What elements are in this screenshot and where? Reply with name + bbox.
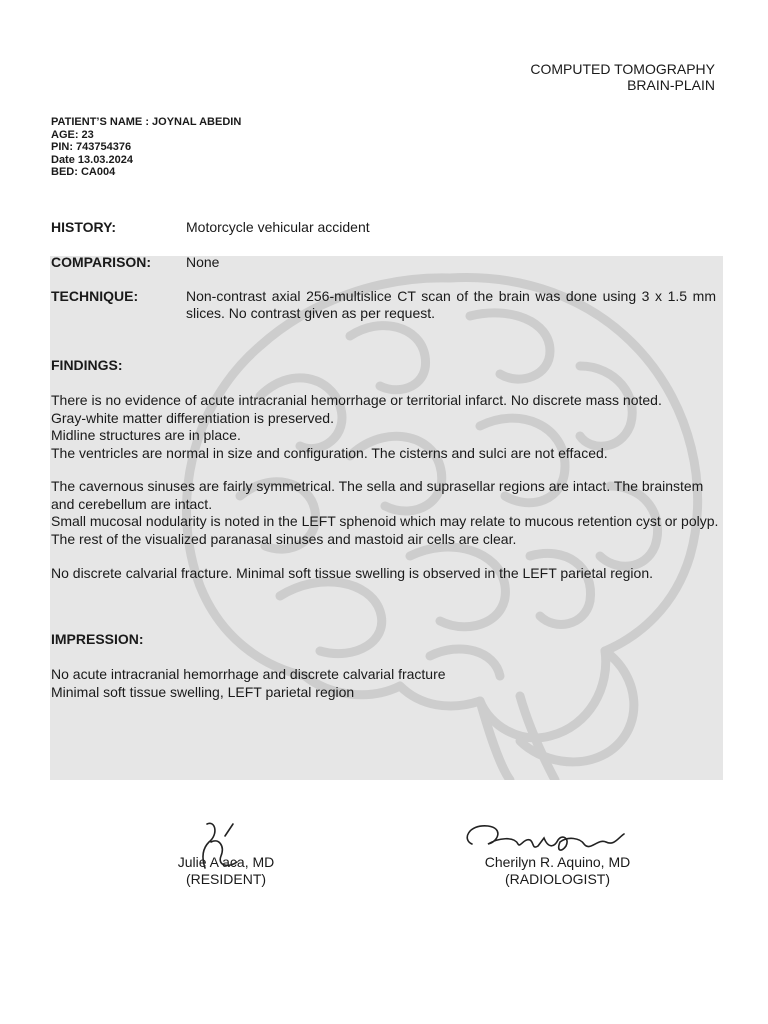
patient-age: AGE: 23 [51,128,94,141]
comparison-label: COMPARISON: [51,254,152,270]
radiologist-role: (RADIOLOGIST) [504,871,610,887]
findings-line: No discrete calvarial fracture. Minimal soft tissue swelling is observed in the LEFT parietal region. [51,565,653,581]
signature-icon [458,818,633,858]
comparison-value: None [186,254,220,270]
impression-line: Minimal soft tissue swelling, LEFT parietal region [51,683,355,700]
findings-paragraph-2 [51,478,721,548]
technique-row [51,288,716,322]
findings-line: Small mucosal nodularity is noted in the LEFT sphenoid which may relate to mucous retention cyst or polyp. [51,513,719,529]
findings-line: Midline structures are in place. [51,427,241,443]
report-title-line1: COMPUTED TOMOGRAPHY [530,61,715,77]
report-title [530,61,715,93]
report-title-line2: BRAIN-PLAIN [627,77,715,93]
report-date: Date 13.03.2024 [51,153,133,166]
radiologist-name: Cherilyn R. Aquino, MD [484,854,631,870]
findings-paragraph-1 [51,392,721,462]
resident-name: Julie A aca, MD [177,854,275,870]
patient-pin: PIN: 743754376 [51,141,132,153]
patient-name: PATIENT’S NAME : JOYNAL ABEDIN [51,116,242,128]
findings-line: The cavernous sinuses are fairly symmetrical. The sella and suprasellar regions are intact. The brainstem [51,478,704,494]
impression-paragraph [51,666,721,701]
technique-label: TECHNIQUE: [51,288,139,304]
findings-line: There is no evidence of acute intracranial hemorrhage or territorial infarct. No discrete mass noted. [51,392,662,408]
findings-line: The rest of the visualized paranasal sinuses and mastoid air cells are clear. [51,530,517,547]
findings-line: and cerebellum are intact. [51,495,213,512]
technique-value: Non-contrast axial 256-multislice CT scan of the brain was done using 3 x 1.5 mm slices. No contrast given as per request. [186,288,716,321]
patient-info [51,116,241,179]
history-value: Motorcycle vehicular accident [186,219,370,235]
resident-role: (RESIDENT) [185,871,267,887]
findings-paragraph-3 [51,565,721,583]
impression-line: No acute intracranial hemorrhage and discrete calvarial fracture [51,666,446,682]
impression-heading: IMPRESSION: [51,631,144,647]
resident-signature-block [140,854,312,888]
history-row [51,219,716,236]
signature-icon [185,816,265,876]
history-label: HISTORY: [51,219,117,235]
comparison-row [51,254,716,271]
patient-bed: BED: CA004 [51,166,116,178]
findings-heading: FINDINGS: [51,357,123,373]
radiologist-signature-block [470,854,645,888]
findings-line: The ventricles are normal in size and configuration. The cisterns and sulci are not effaced. [51,444,608,461]
findings-line: Gray-white matter differentiation is preserved. [51,409,334,426]
